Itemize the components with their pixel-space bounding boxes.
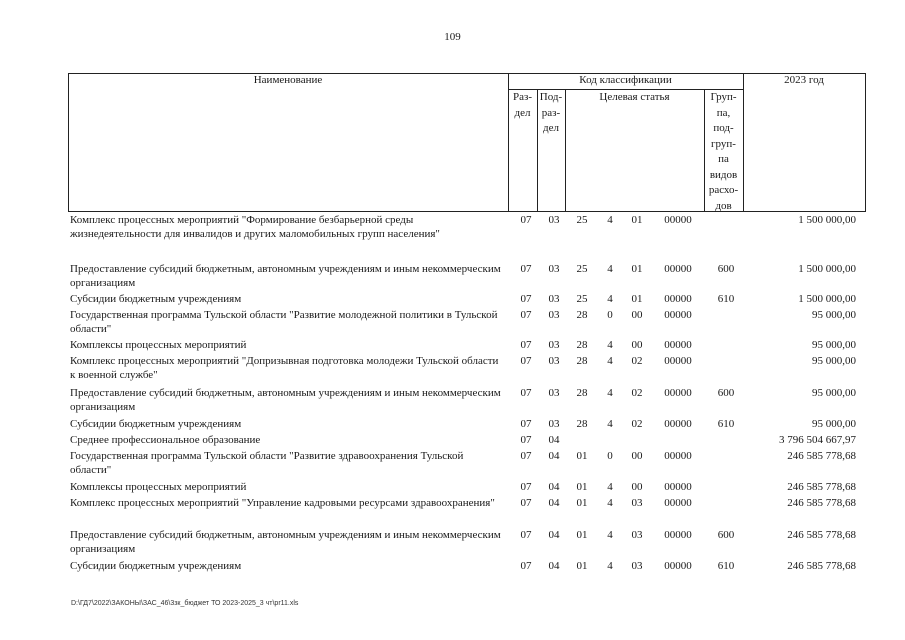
row-target-program: 01 xyxy=(576,529,588,541)
row-podrazdel: 04 xyxy=(548,497,560,509)
header-podrazdel: Под- раз- дел xyxy=(539,91,563,134)
row-target-type: 4 xyxy=(607,387,613,399)
row-amount: 95 000,00 xyxy=(812,355,856,367)
header-right-border xyxy=(865,73,866,212)
row-podrazdel: 04 xyxy=(548,481,560,493)
row-amount: 1 500 000,00 xyxy=(798,263,856,275)
row-target-type: 4 xyxy=(607,214,613,226)
row-name: Субсидии бюджетным учреждениям xyxy=(70,293,242,305)
row-target-type: 4 xyxy=(607,529,613,541)
row-target-code: 00000 xyxy=(664,309,692,321)
page-number: 109 xyxy=(444,31,461,43)
header-target: Целевая статья xyxy=(599,91,670,103)
row-razdel: 07 xyxy=(520,263,532,275)
row-target-sub: 00 xyxy=(631,339,643,351)
row-target-code: 00000 xyxy=(664,481,692,493)
header-group: Груп- па, под- груп- па видов расхо- дов xyxy=(708,91,739,212)
header-razdel: Раз- дел xyxy=(512,91,532,119)
row-razdel: 07 xyxy=(520,355,532,367)
row-target-program: 01 xyxy=(576,450,588,462)
row-name: Комплекс процессных мероприятий "Управление кадровыми ресурсами здравоохранения" xyxy=(70,497,495,509)
header-left-border xyxy=(68,73,69,212)
row-target-program: 01 xyxy=(576,481,588,493)
row-target-program: 28 xyxy=(576,355,588,367)
row-target-sub: 03 xyxy=(631,529,643,541)
row-target-type: 4 xyxy=(607,497,613,509)
row-podrazdel: 04 xyxy=(548,529,560,541)
row-target-program: 25 xyxy=(576,293,588,305)
row-name: Комплекс процессных мероприятий "Допризывная подготовка молодежи Тульской области к военной службе" xyxy=(70,355,499,381)
row-name: Комплексы процессных мероприятий xyxy=(70,481,247,493)
row-group: 610 xyxy=(717,418,735,430)
header-code: Код классификации xyxy=(579,74,672,86)
row-group: 610 xyxy=(717,293,735,305)
row-target-type: 4 xyxy=(607,560,613,572)
row-amount: 246 585 778,68 xyxy=(787,560,856,572)
row-target-code: 00000 xyxy=(664,263,692,275)
row-amount: 95 000,00 xyxy=(812,339,856,351)
row-amount: 95 000,00 xyxy=(812,387,856,399)
row-podrazdel: 03 xyxy=(548,214,560,226)
row-target-program: 28 xyxy=(576,387,588,399)
row-amount: 1 500 000,00 xyxy=(798,293,856,305)
row-podrazdel: 03 xyxy=(548,339,560,351)
row-target-type: 4 xyxy=(607,339,613,351)
row-target-code: 00000 xyxy=(664,339,692,351)
row-name: Комплексы процессных мероприятий xyxy=(70,339,247,351)
row-razdel: 07 xyxy=(520,529,532,541)
row-target-sub: 02 xyxy=(631,418,643,430)
header-name: Наименование xyxy=(253,74,323,86)
row-podrazdel: 04 xyxy=(548,434,560,446)
row-name: Государственная программа Тульской области "Развитие молодежной политики в Тульской области" xyxy=(70,309,498,335)
row-target-sub: 00 xyxy=(631,309,643,321)
row-target-sub: 01 xyxy=(631,293,643,305)
row-name: Предоставление субсидий бюджетным, автономным учреждениям и иным некоммерческим организациям xyxy=(70,387,501,413)
row-amount: 3 796 504 667,97 xyxy=(779,434,856,446)
row-target-program: 28 xyxy=(576,309,588,321)
row-target-code: 00000 xyxy=(664,497,692,509)
row-target-sub: 03 xyxy=(631,560,643,572)
row-name: Предоставление субсидий бюджетным, автономным учреждениям и иным некоммерческим организациям xyxy=(70,529,501,555)
row-name: Предоставление субсидий бюджетным, автономным учреждениям и иным некоммерческим организациям xyxy=(70,263,501,289)
row-razdel: 07 xyxy=(520,293,532,305)
row-razdel: 07 xyxy=(520,214,532,226)
row-target-type: 4 xyxy=(607,293,613,305)
table-header xyxy=(68,73,866,212)
row-amount: 246 585 778,68 xyxy=(787,481,856,493)
file-path-footer: D:\ГД7\2022\ЗАКОНЫ\ЗАС_46\3зк_бюджет ТО 2023-2025_3 чт\pr11.xls xyxy=(71,600,299,607)
row-podrazdel: 03 xyxy=(548,418,560,430)
row-podrazdel: 03 xyxy=(548,387,560,399)
row-name: Субсидии бюджетным учреждениям xyxy=(70,418,242,430)
row-razdel: 07 xyxy=(520,497,532,509)
row-target-program: 25 xyxy=(576,214,588,226)
row-target-sub: 00 xyxy=(631,481,643,493)
row-target-code: 00000 xyxy=(664,560,692,572)
row-name: Комплекс процессных мероприятий "Формирование безбарьерной среды жизнедеятельности для инвалидов и других маломобильных групп населения" xyxy=(70,214,440,240)
row-name: Субсидии бюджетным учреждениям xyxy=(70,560,242,572)
row-target-type: 0 xyxy=(607,450,613,462)
row-amount: 95 000,00 xyxy=(812,309,856,321)
row-target-code: 00000 xyxy=(664,214,692,226)
row-target-code: 00000 xyxy=(664,293,692,305)
row-group: 600 xyxy=(717,387,735,399)
row-razdel: 07 xyxy=(520,418,532,430)
header-year: 2023 год xyxy=(784,74,824,86)
divider-code-year xyxy=(743,73,744,212)
row-name: Среднее профессиональное образование xyxy=(70,434,261,446)
divider-podrazdel xyxy=(565,89,566,212)
row-podrazdel: 03 xyxy=(548,355,560,367)
row-target-type: 0 xyxy=(607,309,613,321)
row-razdel: 07 xyxy=(520,481,532,493)
row-target-code: 00000 xyxy=(664,355,692,367)
row-razdel: 07 xyxy=(520,339,532,351)
row-target-code: 00000 xyxy=(664,387,692,399)
row-target-code: 00000 xyxy=(664,418,692,430)
row-target-program: 01 xyxy=(576,497,588,509)
row-podrazdel: 03 xyxy=(548,293,560,305)
row-amount: 246 585 778,68 xyxy=(787,529,856,541)
row-podrazdel: 03 xyxy=(548,309,560,321)
row-target-program: 28 xyxy=(576,339,588,351)
row-target-program: 25 xyxy=(576,263,588,275)
row-target-type: 4 xyxy=(607,355,613,367)
row-group: 610 xyxy=(717,560,735,572)
row-target-sub: 01 xyxy=(631,263,643,275)
row-name: Государственная программа Тульской области "Развитие здравоохранения Тульской области" xyxy=(70,450,464,476)
row-group: 600 xyxy=(717,263,735,275)
header-bottom-border xyxy=(68,211,866,212)
row-amount: 246 585 778,68 xyxy=(787,497,856,509)
row-amount: 1 500 000,00 xyxy=(798,214,856,226)
row-target-type: 4 xyxy=(607,418,613,430)
row-podrazdel: 03 xyxy=(548,263,560,275)
row-razdel: 07 xyxy=(520,560,532,572)
row-target-type: 4 xyxy=(607,263,613,275)
row-amount: 95 000,00 xyxy=(812,418,856,430)
row-razdel: 07 xyxy=(520,309,532,321)
row-target-sub: 03 xyxy=(631,497,643,509)
row-target-program: 28 xyxy=(576,418,588,430)
row-target-program: 01 xyxy=(576,560,588,572)
row-target-sub: 00 xyxy=(631,450,643,462)
row-target-code: 00000 xyxy=(664,450,692,462)
row-podrazdel: 04 xyxy=(548,450,560,462)
row-amount: 246 585 778,68 xyxy=(787,450,856,462)
row-target-sub: 01 xyxy=(631,214,643,226)
row-target-sub: 02 xyxy=(631,355,643,367)
row-target-type: 4 xyxy=(607,481,613,493)
row-group: 600 xyxy=(717,529,735,541)
row-razdel: 07 xyxy=(520,450,532,462)
row-podrazdel: 04 xyxy=(548,560,560,572)
row-target-code: 00000 xyxy=(664,529,692,541)
row-target-sub: 02 xyxy=(631,387,643,399)
row-razdel: 07 xyxy=(520,387,532,399)
row-razdel: 07 xyxy=(520,434,532,446)
